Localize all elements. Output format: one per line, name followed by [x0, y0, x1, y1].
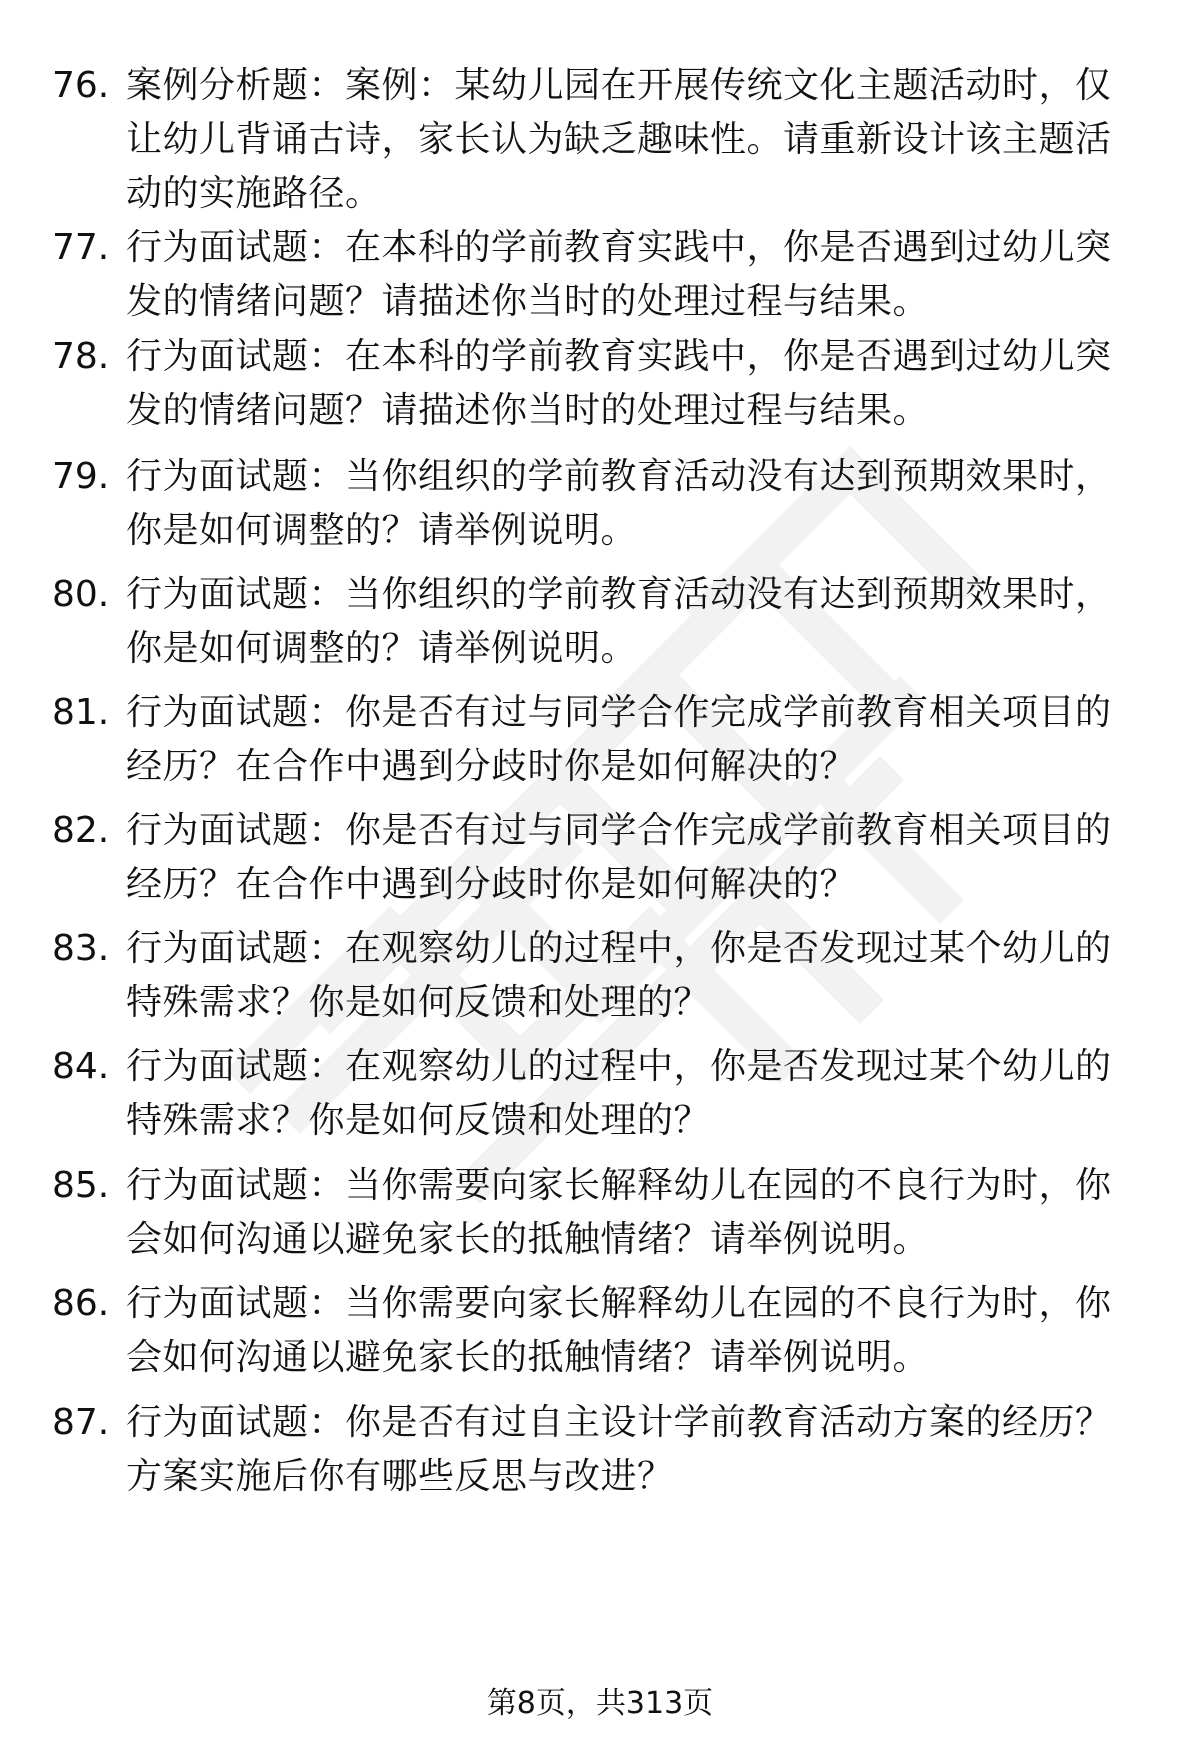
question-87: [52, 1396, 1152, 1504]
question-text: 行为面试题：当你需要向家长解释幼儿在园的不良行为时，你会如何沟通以避免家长的抵触情绪？请举例说明。: [126, 1165, 1112, 1260]
question-number: 78.: [52, 336, 110, 377]
question-80: [52, 568, 1152, 676]
question-text: 行为面试题：在本科的学前教育实践中，你是否遇到过幼儿突发的情绪问题？请描述你当时的处理过程与结果。: [126, 336, 1112, 431]
question-number: 87.: [52, 1402, 110, 1443]
question-number: 83.: [52, 928, 110, 969]
question-number: 82.: [52, 810, 110, 851]
question-85: [52, 1159, 1152, 1267]
question-81: [52, 686, 1152, 794]
question-number: 79.: [52, 456, 110, 497]
question-number: 76.: [52, 65, 110, 106]
question-83: [52, 922, 1152, 1030]
question-text: 行为面试题：当你需要向家长解释幼儿在园的不良行为时，你会如何沟通以避免家长的抵触情绪？请举例说明。: [126, 1283, 1112, 1378]
question-text: 行为面试题：在观察幼儿的过程中，你是否发现过某个幼儿的特殊需求？你是如何反馈和处理的？: [126, 1046, 1112, 1141]
question-text: 行为面试题：在本科的学前教育实践中，你是否遇到过幼儿突发的情绪问题？请描述你当时的处理过程与结果。: [126, 227, 1112, 322]
question-text: 行为面试题：你是否有过与同学合作完成学前教育相关项目的经历？在合作中遇到分歧时你是如何解决的？: [126, 810, 1112, 905]
question-text: 行为面试题：在观察幼儿的过程中，你是否发现过某个幼儿的特殊需求？你是如何反馈和处理的？: [126, 928, 1112, 1023]
question-text: 案例分析题：案例：某幼儿园在开展传统文化主题活动时，仅让幼儿背诵古诗，家长认为缺乏趣味性。请重新设计该主题活动的实施路径。: [126, 65, 1112, 214]
question-number: 86.: [52, 1283, 110, 1324]
question-number: 85.: [52, 1165, 110, 1206]
question-77: [52, 221, 1152, 329]
question-number: 80.: [52, 574, 110, 615]
question-text: 行为面试题：当你组织的学前教育活动没有达到预期效果时，你是如何调整的？请举例说明。: [126, 456, 1112, 551]
question-84: [52, 1040, 1152, 1148]
question-text: 行为面试题：你是否有过自主设计学前教育活动方案的经历？方案实施后你有哪些反思与改进？: [126, 1402, 1112, 1497]
question-number: 84.: [52, 1046, 110, 1087]
question-text: 行为面试题：你是否有过与同学合作完成学前教育相关项目的经历？在合作中遇到分歧时你是如何解决的？: [126, 692, 1112, 787]
page-number: 第8页，共313页: [486, 1686, 714, 1721]
question-82: [52, 804, 1152, 912]
question-79: [52, 450, 1152, 558]
question-number: 81.: [52, 692, 110, 733]
question-76: [52, 59, 1152, 221]
question-86: [52, 1277, 1152, 1385]
question-text: 行为面试题：当你组织的学前教育活动没有达到预期效果时，你是如何调整的？请举例说明。: [126, 574, 1112, 669]
question-78: [52, 330, 1152, 438]
question-number: 77.: [52, 227, 110, 268]
